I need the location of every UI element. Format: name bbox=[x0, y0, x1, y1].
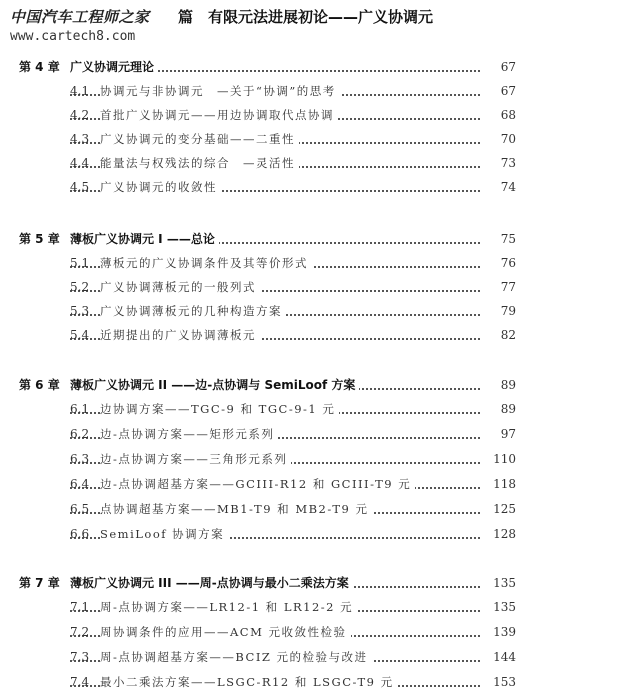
section-title: 周-点协调方案——LR12-1 和 LR12-2 元 bbox=[100, 597, 357, 617]
chapter-title: 薄板广义协调元 III ——周-点协调与最小二乘法方案 bbox=[70, 573, 353, 593]
page-number: 73 bbox=[482, 153, 516, 173]
section-number: 4.3 bbox=[70, 132, 90, 146]
page-number: 153 bbox=[482, 672, 516, 692]
section-title: 首批广义协调元——用边协调取代点协调 bbox=[100, 105, 338, 125]
section-number: 7.2 bbox=[70, 625, 90, 639]
section-row bbox=[0, 253, 640, 273]
page-number: 89 bbox=[482, 375, 516, 395]
page-number: 79 bbox=[482, 301, 516, 321]
page-number: 70 bbox=[482, 129, 516, 149]
section-row bbox=[0, 277, 640, 297]
section-number: 6.1 bbox=[70, 402, 90, 416]
page-number: 110 bbox=[482, 449, 516, 469]
page-number: 128 bbox=[482, 524, 516, 544]
section-title: 协调元与非协调元 —关于“协调”的思考 bbox=[100, 81, 340, 101]
section-row bbox=[0, 129, 640, 149]
page-number: 82 bbox=[482, 325, 516, 345]
page-number: 74 bbox=[482, 177, 516, 197]
section-title: 边-点协调超基方案——GCIII-R12 和 GCIII-T9 元 bbox=[100, 474, 415, 494]
brand-watermark: 中国汽车工程师之家 bbox=[10, 8, 150, 26]
page-header bbox=[6, 4, 636, 44]
section-title: 广义协调薄板元的几种构造方案 bbox=[100, 301, 286, 321]
chapter-row bbox=[0, 375, 640, 395]
section-row bbox=[0, 153, 640, 173]
section-title: 能量法与权残法的综合 —灵活性 bbox=[100, 153, 299, 173]
section-row bbox=[0, 81, 640, 101]
section-number: 6.2 bbox=[70, 427, 90, 441]
section-row bbox=[0, 177, 640, 197]
section-number: 7.1 bbox=[70, 600, 90, 614]
section-title: 边-点协调方案——矩形元系列 bbox=[100, 424, 278, 444]
section-title: 边-点协调方案——三角形元系列 bbox=[100, 449, 291, 469]
part-title: 篇 有限元法进展初论——广义协调元 bbox=[178, 8, 434, 26]
section-number: 4.1 bbox=[70, 84, 90, 98]
section-number: 6.5 bbox=[70, 502, 90, 516]
section-number: 6.6 bbox=[70, 527, 90, 541]
section-row bbox=[0, 449, 640, 469]
section-number: 4.5 bbox=[70, 180, 90, 194]
section-title: 周-点协调超基方案——BCIZ 元的检验与改进 bbox=[100, 647, 372, 667]
page-number: 68 bbox=[482, 105, 516, 125]
section-number: 5.1 bbox=[70, 256, 90, 270]
section-row bbox=[0, 622, 640, 642]
chapter-title: 薄板广义协调元 I ——总论 bbox=[70, 229, 219, 249]
section-row bbox=[0, 301, 640, 321]
page-number: 97 bbox=[482, 424, 516, 444]
chapter-row bbox=[0, 229, 640, 249]
page-number: 67 bbox=[482, 57, 516, 77]
page-number: 125 bbox=[482, 499, 516, 519]
page-number: 77 bbox=[482, 277, 516, 297]
page-number: 139 bbox=[482, 622, 516, 642]
page-number: 144 bbox=[482, 647, 516, 667]
section-title: 边协调方案——TGC-9 和 TGC-9-1 元 bbox=[100, 399, 339, 419]
section-title: 点协调超基方案——MB1-T9 和 MB2-T9 元 bbox=[100, 499, 372, 519]
section-title: 近期提出的广义协调薄板元 bbox=[100, 325, 260, 345]
section-row bbox=[0, 672, 640, 692]
section-number: 7.4 bbox=[70, 675, 90, 689]
section-number: 5.4 bbox=[70, 328, 90, 342]
page-number: 135 bbox=[482, 597, 516, 617]
section-title: 周协调条件的应用——ACM 元收敛性检验 bbox=[100, 622, 351, 642]
page-number: 118 bbox=[482, 474, 516, 494]
section-row bbox=[0, 524, 640, 544]
section-row bbox=[0, 399, 640, 419]
page-number: 135 bbox=[482, 573, 516, 593]
section-row bbox=[0, 325, 640, 345]
section-number: 5.3 bbox=[70, 304, 90, 318]
section-number: 4.2 bbox=[70, 108, 90, 122]
section-title: 广义协调元的收敛性 bbox=[100, 177, 221, 197]
section-title: SemiLoof 协调方案 bbox=[100, 524, 228, 544]
chapter-number: 第 7 章 bbox=[19, 576, 60, 590]
section-title: 广义协调薄板元的一般列式 bbox=[100, 277, 260, 297]
section-number: 5.2 bbox=[70, 280, 90, 294]
chapter-number: 第 5 章 bbox=[19, 232, 60, 246]
section-title: 广义协调元的变分基础——二重性 bbox=[100, 129, 299, 149]
section-number: 7.3 bbox=[70, 650, 90, 664]
site-url: www.cartech8.com bbox=[10, 29, 136, 44]
section-row bbox=[0, 105, 640, 125]
section-title: 最小二乘法方案——LSGC-R12 和 LSGC-T9 元 bbox=[100, 672, 398, 692]
section-title: 薄板元的广义协调条件及其等价形式 bbox=[100, 253, 312, 273]
section-row bbox=[0, 597, 640, 617]
chapter-row bbox=[0, 57, 640, 77]
section-row bbox=[0, 424, 640, 444]
page-number: 75 bbox=[482, 229, 516, 249]
page-number: 76 bbox=[482, 253, 516, 273]
page-number: 89 bbox=[482, 399, 516, 419]
chapter-title: 薄板广义协调元 II ——边-点协调与 SemiLoof 方案 bbox=[70, 375, 359, 395]
section-row bbox=[0, 474, 640, 494]
chapter-number: 第 6 章 bbox=[19, 378, 60, 392]
section-number: 6.3 bbox=[70, 452, 90, 466]
section-number: 4.4 bbox=[70, 156, 90, 170]
section-row bbox=[0, 499, 640, 519]
chapter-row bbox=[0, 573, 640, 593]
section-row bbox=[0, 647, 640, 667]
chapter-number: 第 4 章 bbox=[19, 60, 60, 74]
chapter-title: 广义协调元理论 bbox=[70, 57, 158, 77]
page-number: 67 bbox=[482, 81, 516, 101]
section-number: 6.4 bbox=[70, 477, 90, 491]
